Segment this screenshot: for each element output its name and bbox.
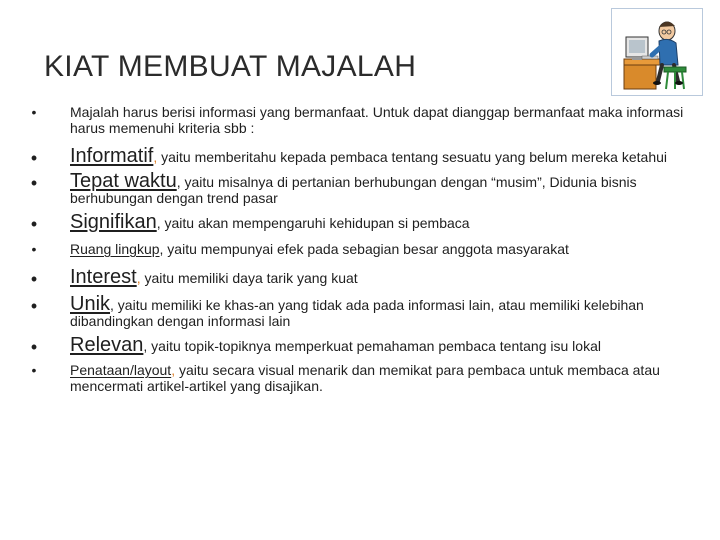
- bullet-item: [28, 362, 688, 394]
- bullet-dot: •: [30, 214, 38, 234]
- bullet-separator: ,: [159, 241, 164, 257]
- bullet-term: Ruang lingkup: [70, 241, 160, 257]
- bullet-text: yaitu memiliki ke khas-an yang tidak ada pada informasi lain, atau memiliki kelebihan dibandingkan dengan informasi lain: [70, 297, 644, 329]
- bullet-text: Majalah harus berisi informasi yang bermanfaat. Untuk dapat dianggap bermanfaat maka informasi harus memenuhi kriteria sbb :: [70, 104, 684, 136]
- bullet-separator: ,: [143, 338, 148, 354]
- bullet-text: yaitu topik-topiknya memperkuat pemahaman pembaca tentang isu lokal: [147, 338, 601, 354]
- bullet-dot: •: [30, 296, 38, 316]
- bullet-term: Informatif: [70, 145, 154, 167]
- bullet-dot: •: [30, 173, 38, 193]
- bullet-item: [28, 104, 688, 136]
- bullet-item: [28, 293, 688, 329]
- bullet-separator: ,: [171, 362, 176, 378]
- bullet-text: yaitu akan mempengaruhi kehidupan si pembaca: [160, 215, 470, 231]
- bullet-text: yaitu memiliki daya tarik yang kuat: [140, 270, 358, 286]
- bullet-separator: ,: [136, 270, 141, 286]
- bullet-term: Tepat waktu: [70, 170, 177, 192]
- bullet-item: [28, 170, 688, 206]
- bullet-term: Interest: [70, 266, 137, 288]
- bullet-text: yaitu misalnya di pertanian berhubungan dengan “musim”, Didunia bisnis berhubungan dengan trend pasar: [70, 174, 637, 206]
- bullet-dot: •: [30, 269, 38, 289]
- bullet-term: Signifikan: [70, 211, 157, 233]
- page-title: KIAT MEMBUAT MAJALAH: [44, 50, 417, 83]
- bullet-text: yaitu secara visual menarik dan memikat para pembaca untuk membaca atau mencermati artikel-artikel yang disajikan.: [70, 362, 660, 394]
- bullet-separator: ,: [176, 174, 181, 190]
- bullet-text: yaitu memberitahu kepada pembaca tentang sesuatu yang belum mereka ketahui: [157, 149, 668, 165]
- bullet-dot: •: [31, 104, 37, 120]
- person-at-computer-icon: [611, 8, 703, 96]
- bullet-item: [28, 241, 688, 257]
- bullet-dot: •: [30, 148, 38, 168]
- bullet-item: [28, 145, 688, 168]
- bullet-item: [28, 334, 688, 357]
- bullet-separator: ,: [153, 149, 158, 165]
- bullet-separator: ,: [110, 297, 114, 313]
- bullet-separator: ,: [156, 215, 161, 231]
- bullet-text: yaitu mempunyai efek pada sebagian besar anggota masyarakat: [163, 241, 569, 257]
- bullet-dot: •: [31, 241, 37, 257]
- bullet-term: Relevan: [70, 334, 144, 356]
- bullet-dot: •: [30, 337, 38, 357]
- bullet-item: [28, 211, 688, 234]
- bullet-dot: •: [31, 362, 37, 378]
- bullet-term: Penataan/layout: [70, 362, 172, 378]
- bullet-term: Unik: [70, 293, 111, 315]
- bullet-list: [28, 104, 688, 394]
- bullet-item: [28, 266, 688, 289]
